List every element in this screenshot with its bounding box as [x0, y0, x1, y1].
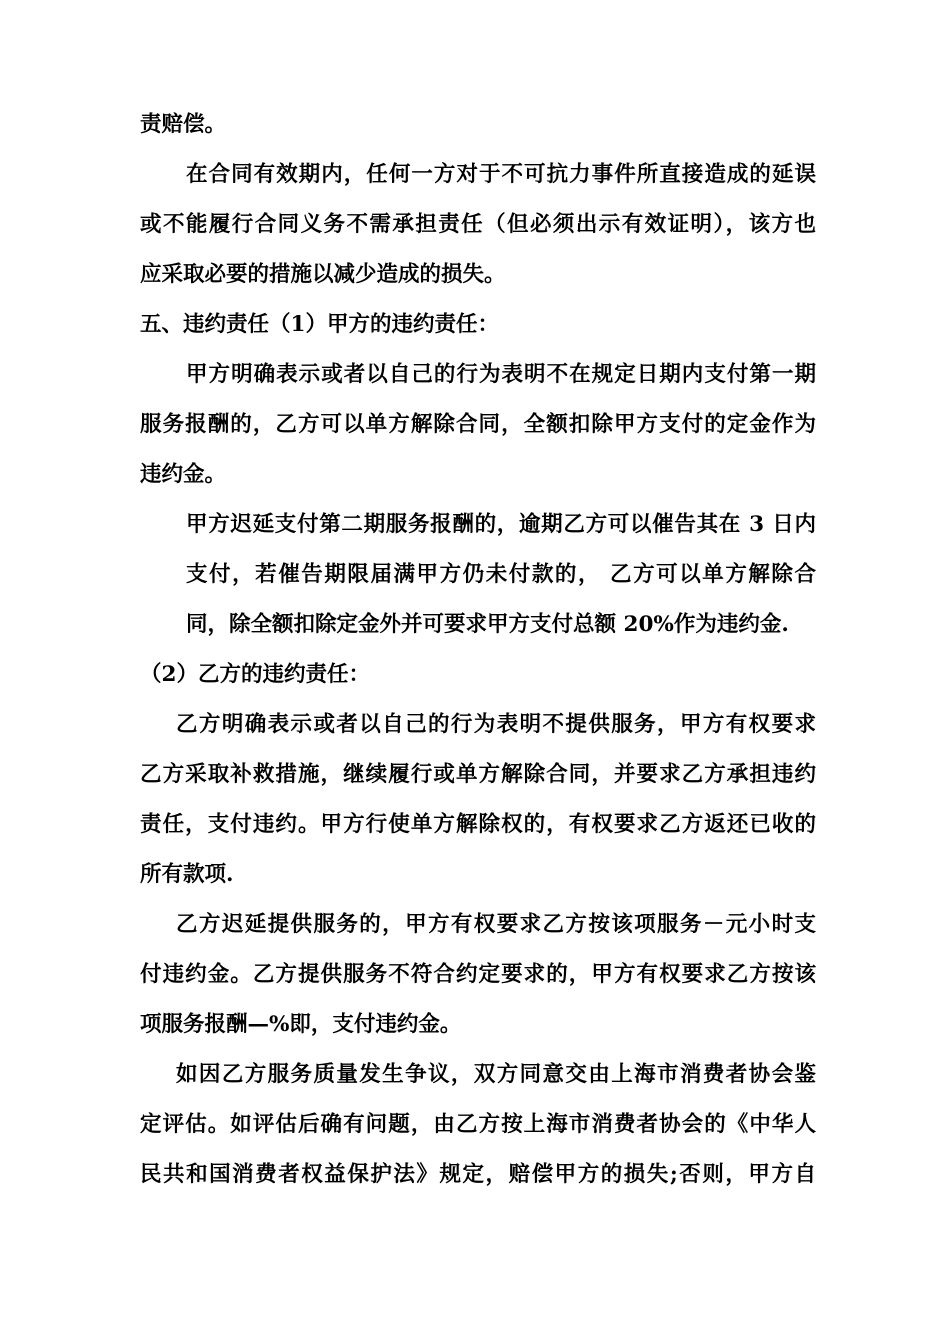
text-line: 乙方明确表示或者以自己的行为表明不提供服务，甲方有权要求: [176, 712, 816, 737]
section-heading: 五、违约责任（1）甲方的违约责任：: [140, 312, 499, 337]
text-line: 如因乙方服务质量发生争议，双方同意交由上海市消费者协会鉴: [176, 1062, 816, 1087]
text-line: 乙方采取补救措施，继续履行或单方解除合同，并要求乙方承担违约: [140, 762, 816, 787]
text-line: 或不能履行合同义务不需承担责任（但必须出示有效证明），该方也: [140, 212, 816, 237]
text-line: 定评估。如评估后确有问题，由乙方按上海市消费者协会的《中华人: [140, 1112, 816, 1137]
text-line: 同，除全额扣除定金外并可要求甲方支付总额 20%作为违约金.: [186, 612, 789, 637]
text-line: 违约金。: [140, 462, 227, 487]
text-line: 付违约金。乙方提供服务不符合约定要求的，甲方有权要求乙方按该: [140, 962, 816, 987]
section-heading: （2）乙方的违约责任：: [140, 662, 370, 687]
text-line: 责任，支付违约。甲方行使单方解除权的，有权要求乙方返还已收的: [140, 812, 816, 837]
text-line: 应采取必要的措施以减少造成的损失。: [140, 262, 506, 287]
text-line: 乙方迟延提供服务的，甲方有权要求乙方按该项服务－元小时支: [176, 912, 816, 937]
text-line: 甲方迟延支付第二期服务报酬的，逾期乙方可以催告其在 3 日内: [186, 512, 816, 537]
text-line: 项服务报酬—%即，支付违约金。: [140, 1012, 462, 1037]
text-line: 民共和国消费者权益保护法》规定，赔偿甲方的损失;否则，甲方自: [140, 1162, 816, 1187]
text-line: 支付，若催告期限届满甲方仍未付款的， 乙方可以单方解除合: [186, 562, 816, 587]
text-line: 甲方明确表示或者以自己的行为表明不在规定日期内支付第一期: [186, 362, 816, 387]
text-line: 责赔偿。: [140, 112, 227, 137]
text-line: 服务报酬的，乙方可以单方解除合同，全额扣除甲方支付的定金作为: [140, 412, 816, 437]
text-line: 在合同有效期内，任何一方对于不可抗力事件所直接造成的延误: [186, 162, 816, 187]
text-line: 所有款项.: [140, 862, 234, 887]
